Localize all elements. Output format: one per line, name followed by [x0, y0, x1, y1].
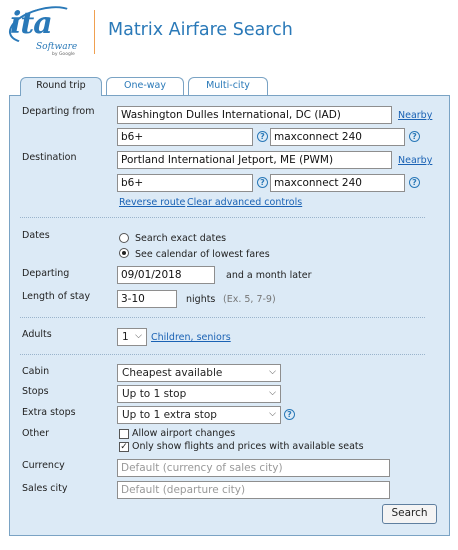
logo-wordmark: ita: [10, 6, 52, 41]
sales-city-label: Sales city: [22, 483, 68, 494]
section-separator: [20, 217, 425, 218]
tab-multi-city[interactable]: Multi-city: [188, 77, 268, 95]
departing-date-input[interactable]: 09/01/2018: [117, 266, 215, 284]
destination-extension-help-icon[interactable]: ?: [409, 177, 420, 188]
departing-nearby-link[interactable]: Nearby: [398, 110, 433, 121]
currency-input[interactable]: Default (currency of sales city): [117, 459, 390, 477]
departing-date-label: Departing: [22, 268, 70, 279]
children-seniors-link[interactable]: Children, seniors: [151, 332, 231, 343]
chevron-down-icon: ⌵: [269, 409, 276, 419]
section-separator: [20, 354, 425, 355]
departing-routing-input[interactable]: b6+: [117, 128, 253, 146]
clear-advanced-controls-link[interactable]: Clear advanced controls: [187, 197, 303, 208]
cabin-select-value: Cheapest available: [122, 367, 223, 379]
departing-extension-help-icon[interactable]: ?: [409, 131, 420, 142]
chevron-down-icon: ⌵: [269, 367, 276, 377]
length-of-stay-input[interactable]: 3-10: [117, 290, 177, 308]
length-of-stay-label: Length of stay: [22, 291, 91, 302]
logo-subtitle: Software: [36, 42, 78, 52]
destination-label: Destination: [22, 152, 77, 163]
cabin-select[interactable]: [117, 364, 281, 382]
header-divider: [94, 10, 95, 54]
allow-airport-changes-checkbox[interactable]: [119, 429, 129, 439]
sales-city-input[interactable]: Default (departure city): [117, 481, 390, 499]
stops-select-value: Up to 1 stop: [122, 388, 187, 400]
departing-extension-input[interactable]: maxconnect 240: [270, 128, 405, 146]
chevron-down-icon: ⌵: [269, 388, 276, 398]
destination-routing-input[interactable]: b6+: [117, 174, 253, 192]
departing-from-label: Departing from: [22, 106, 95, 117]
departing-routing-help-icon[interactable]: ?: [257, 131, 268, 142]
extra-stops-select[interactable]: [117, 406, 281, 424]
extra-stops-label: Extra stops: [22, 407, 76, 418]
tab-one-way[interactable]: One-way: [106, 77, 184, 95]
destination-extension-input[interactable]: maxconnect 240: [270, 174, 405, 192]
reverse-route-link[interactable]: Reverse route: [119, 197, 186, 208]
other-label: Other: [22, 428, 49, 439]
tab-round-trip[interactable]: Round trip: [20, 77, 102, 96]
adults-label: Adults: [22, 329, 52, 340]
calendar-lowest-fares-label[interactable]: See calendar of lowest fares: [135, 249, 270, 260]
search-exact-dates-radio[interactable]: [119, 233, 129, 243]
calendar-lowest-fares-radio[interactable]: [119, 248, 129, 258]
page-title: Matrix Airfare Search: [108, 20, 293, 40]
section-separator: [20, 317, 425, 318]
ita-software-logo: [8, 6, 80, 60]
extra-stops-help-icon[interactable]: ?: [284, 409, 295, 420]
cabin-label: Cabin: [22, 366, 50, 377]
chevron-down-icon: ⌵: [135, 331, 142, 341]
currency-label: Currency: [22, 460, 65, 471]
adults-select[interactable]: [117, 328, 147, 346]
only-available-seats-checkbox[interactable]: ✓: [120, 442, 128, 452]
allow-airport-changes-label[interactable]: Allow airport changes: [132, 428, 236, 439]
only-available-seats-label[interactable]: Only show flights and prices with available seats: [132, 441, 364, 452]
extra-stops-select-value: Up to 1 extra stop: [122, 409, 217, 421]
length-of-stay-unit: nights: [186, 294, 216, 305]
dates-label: Dates: [22, 230, 50, 241]
destination-nearby-link[interactable]: Nearby: [398, 155, 433, 166]
length-of-stay-example: (Ex. 5, 7-9): [223, 294, 276, 305]
stops-select[interactable]: [117, 385, 281, 403]
search-exact-dates-label[interactable]: Search exact dates: [135, 233, 227, 244]
logo-byline: by Google: [52, 52, 75, 57]
search-button[interactable]: Search: [382, 504, 437, 524]
destination-input[interactable]: Portland International Jetport, ME (PWM): [117, 151, 392, 169]
adults-select-value: 1: [122, 331, 129, 343]
departing-from-input[interactable]: Washington Dulles International, DC (IAD): [117, 106, 392, 124]
departing-date-suffix: and a month later: [226, 270, 312, 281]
destination-routing-help-icon[interactable]: ?: [257, 177, 268, 188]
stops-label: Stops: [22, 386, 49, 397]
